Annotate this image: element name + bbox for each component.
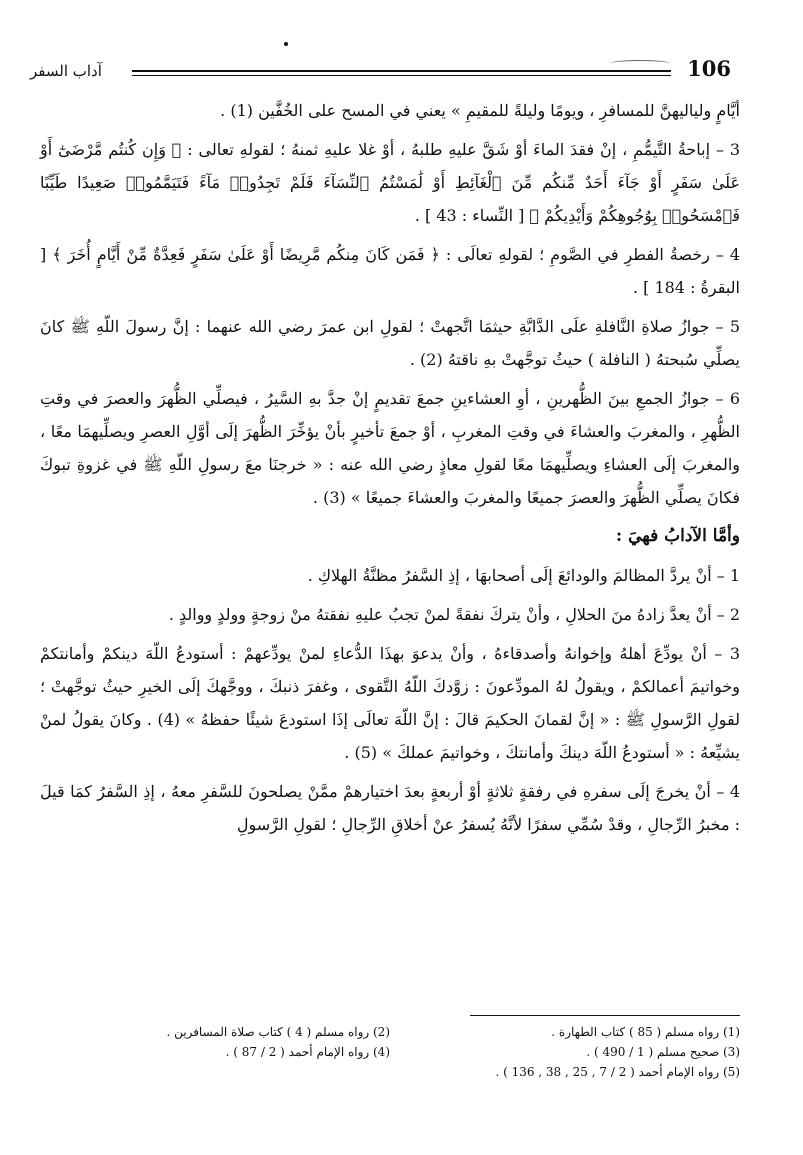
paragraph: 6 – جوازُ الجمعِ بينَ الظُّهرينِ ، أوِ العشاءينِ جمعَ تقديمٍ إنْ جدَّ بهِ السَّيرُ ، فيصلِّي الظُّهرَ والعصرَ في وقتِ الظُّهرِ ، والمغربَ والعشاءَ في وقتِ المغربِ ، أوْ جمعَ تأخيرٍ بأنْ يؤخِّرَ الظُّهرَ إلَى أوَّلِ العصرِ ويصلِّيهمَا معًا ، والمغربَ إلَى العشاءِ ويصلِّيهمَا معًا لقولِ معاذٍ رضي الله عنه : « خرجنَا معَ رسولِ اللّهِ ﷺ في غزوةِ تبوكَ فكانَ يصلِّي الظُّهرَ والعصرَ جميعًا والمغربَ والعشاءَ جميعًا » (3) . [40, 389, 741, 507]
footnote: (4) رواه الإمام أحمد ( 2 / 87 ) . [225, 1045, 390, 1059]
paragraph: 4 – رخصةُ الفطرِ في الصَّومِ ؛ لقولهِ تعالَى : ﴿ فَمَن كَانَ مِنكُم مَّرِيضًا أَوْ عَلَىٰ سَفَرٍ فَعِدَّةٌ مِّنْ أَيَّامٍ أُخَرَ ﴾ [ البقرةُ : 184 ] . [40, 245, 740, 297]
footnote-rule [470, 1015, 740, 1016]
footnote: (1) رواه مسلم ( 85 ) كتاب الطهارة . [551, 1025, 740, 1039]
section-title: وأمَّا الآدابُ فهيَ : [615, 526, 740, 546]
footnote: (5) رواه الإمام أحمد ( 2 / 7 , 25 , 38 , 136 ) . [495, 1065, 740, 1079]
paragraph: أيَّامٍ ولياليهنَّ للمسافرِ ، ويومًا وليلةً للمقيمِ » يعني في المسح على الخُفَّين (1) . [220, 101, 740, 120]
list-item: 2 – أنْ يعدَّ زادهُ منَ الحلالِ ، وأنْ يتركَ نفقةً لمنْ تجبُ عليهِ نفقتهُ منْ زوجةٍ وولدٍ ووالدٍ . [168, 605, 740, 624]
header-rule-thin [132, 75, 671, 76]
page-number: 106 [687, 56, 731, 81]
list-item: 4 – أنْ يخرجَ إلَى سفرهِ في رفقةٍ ثلاثةٍ أوْ أربعةٍ بعدَ اختيارهمْ ممَّنْ يصلحونَ للسَّفرِ معهُ ، إذِ السَّفرُ كمَا قيلَ : مخبرُ الرِّجالِ ، وقدْ سُمِّي سفرًا لأنَّهُ يُسفرُ عنْ أخلاقِ الرِّجالِ ؛ لقولِ الرَّسولِ [40, 782, 740, 834]
footnote: (2) رواه مسلم ( 4 ) كتاب صلاة المسافرين . [166, 1025, 390, 1039]
list-item: 3 – أنْ يودِّعَ أهلهُ وإخوانهُ وأصدقاءهُ ، وأنْ يدعوَ بهذَا الدُّعاءِ لمنْ يودِّعهمْ : أستودعُ اللّهَ دينكمْ وأمانتكمْ وخواتيمَ أعمالكمْ ، ويقولُ لهُ المودِّعونَ : زوَّدكَ اللّهُ التَّقوى ، وغفرَ ذنبكَ ، ووجَّهكَ إلَى الخيرِ حيثُ توجَّهتْ ؛ لقولِ الرَّسولِ ﷺ : « إنَّ لقمانَ الحكيمَ قالَ : إنَّ اللّهَ تعالَى إذَا استودعَ شيئًا حفظهُ » (4) . وكانَ يقولُ لمنْ يشيِّعهُ : « أستودعُ اللّهَ دينكَ وأمانتكَ ، وخواتيمَ عملكَ » (5) . [40, 644, 740, 762]
footnote: (3) صحيح مسلم ( 1 / 490 ) . [586, 1045, 740, 1059]
page-header [30, 56, 731, 92]
paragraph: 3 – إباحةُ التَّيمُّمِ ، إنْ فقدَ الماءَ أوْ شَقَّ عليهِ طلبهُ ، أوْ غلا عليهِ ثمنهُ ؛ لقولهِ تعالى : ﴿ وَإِن كُنتُم مَّرْضَىٰٓ أَوْ عَلَىٰ سَفَرٍ أَوْ جَآءَ أَحَدٌ مِّنكُم مِّنَ ٱلْغَآئِطِ أَوْ لَٰمَسْتُمُ ٱلنِّسَآءَ فَلَمْ تَجِدُوا۟ مَآءً فَتَيَمَّمُوا۟ صَعِيدًا طَيِّبًا فَٱمْسَحُوا۟ بِوُجُوهِكُمْ وَأَيْدِيكُمْ ﴾ [ النِّساء : 43 ] . [40, 140, 741, 225]
paragraph: 5 – جوازُ صلاةِ النَّافلةِ علَى الدَّابَّةِ حيثمَا اتَّجهتْ ؛ لقولِ ابن عمرَ رضي الله عنهما : إنَّ رسولَ اللّهِ ﷺ كانَ يصلِّي سُبحتهُ ( النافلة ) حيثُ توجَّهتْ بهِ ناقتهُ (2) . [40, 317, 740, 369]
ink-dot [284, 42, 288, 46]
list-item: 1 – أنْ يردَّ المظالمَ والودائعَ إلَى أصحابهَا ، إذِ السَّفرُ مظنَّةُ الهلاكِ . [307, 566, 740, 585]
running-title: آداب السفر [30, 62, 102, 80]
page-body [40, 94, 740, 847]
footnotes [40, 1022, 740, 1082]
header-rule [132, 70, 671, 72]
